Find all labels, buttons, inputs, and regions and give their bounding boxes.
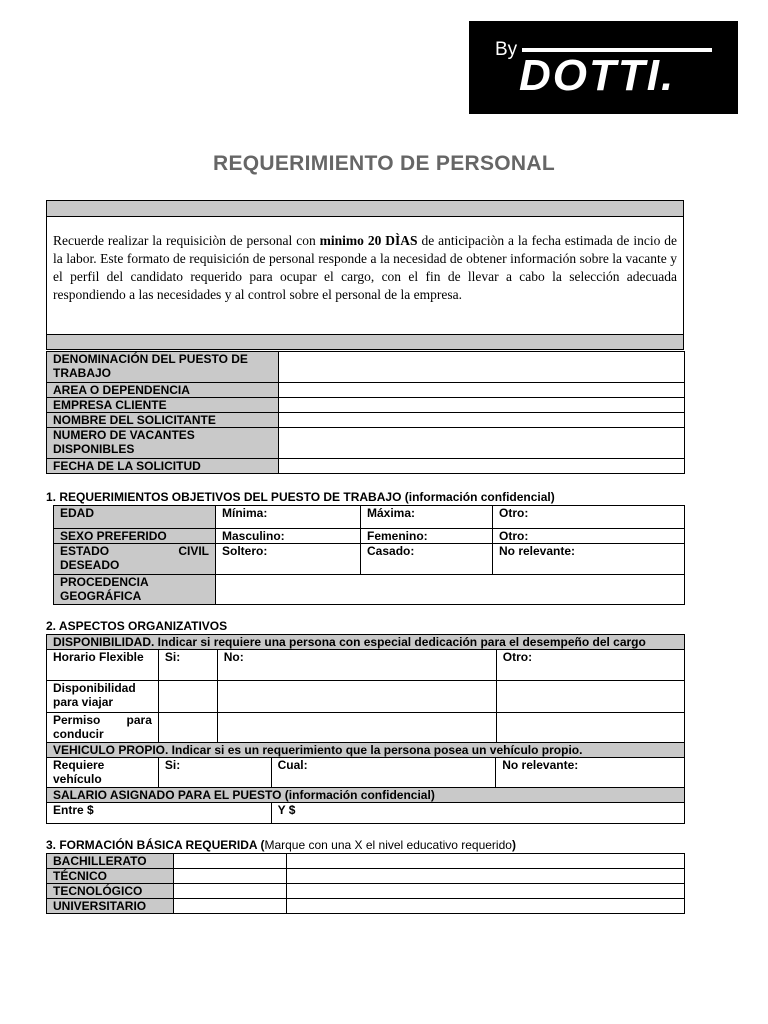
input-vacantes[interactable] bbox=[279, 428, 685, 459]
education-table bbox=[46, 853, 685, 914]
input-solicitante[interactable] bbox=[279, 413, 685, 428]
level-tecnologico: TECNOLÓGICO bbox=[47, 884, 174, 899]
note-bachillerato[interactable] bbox=[287, 854, 685, 869]
mark-tecnologico[interactable] bbox=[174, 884, 287, 899]
level-tecnico: TÉCNICO bbox=[47, 869, 174, 884]
level-bachillerato: BACHILLERATO bbox=[47, 854, 174, 869]
section-2-heading: 2. ASPECTOS ORGANIZATIVOS bbox=[46, 619, 228, 633]
field-viajar-2[interactable] bbox=[218, 681, 497, 712]
logo-brand: DOTTI. bbox=[519, 51, 676, 100]
vehiculo-header: VEHICULO PROPIO. Indicar si es un requerimiento que la persona posea un vehículo propio. bbox=[47, 743, 685, 758]
intro-top-band bbox=[47, 201, 683, 217]
note-tecnologico[interactable] bbox=[287, 884, 685, 899]
label-permiso: Permiso para conducir bbox=[47, 713, 159, 743]
intro-box bbox=[46, 200, 684, 350]
label-procedencia: PROCEDENCIA GEOGRÁFICA bbox=[54, 575, 216, 605]
mark-universitario[interactable] bbox=[174, 899, 287, 914]
field-salario-y[interactable]: Y $ bbox=[271, 803, 684, 824]
intro-bottom-band bbox=[47, 334, 683, 349]
label-area: AREA O DEPENDENCIA bbox=[47, 383, 279, 398]
field-horario-no[interactable]: No: bbox=[218, 650, 497, 680]
label-empresa: EMPRESA CLIENTE bbox=[47, 398, 279, 413]
label-viajar: Disponibilidad para viajar bbox=[47, 681, 159, 713]
field-sexo-otro[interactable]: Otro: bbox=[493, 529, 685, 544]
label-sexo: SEXO PREFERIDO bbox=[54, 529, 216, 544]
field-casado[interactable]: Casado: bbox=[361, 544, 493, 575]
mark-bachillerato[interactable] bbox=[174, 854, 287, 869]
field-vehiculo-cual[interactable]: Cual: bbox=[271, 758, 496, 788]
mark-tecnico[interactable] bbox=[174, 869, 287, 884]
field-soltero[interactable]: Soltero: bbox=[216, 544, 361, 575]
field-femenino[interactable]: Femenino: bbox=[361, 529, 493, 544]
section-3-heading: 3. FORMACIÓN BÁSICA REQUERIDA (Marque con una X el nivel educativo requerido) bbox=[46, 838, 516, 852]
field-permiso-1[interactable] bbox=[158, 713, 217, 743]
label-vacantes: NUMERO DE VACANTES DISPONIBLES bbox=[47, 428, 279, 459]
field-horario-otro[interactable]: Otro: bbox=[502, 650, 533, 664]
field-salario-entre[interactable]: Entre $ bbox=[47, 803, 272, 824]
label-fecha: FECHA DE LA SOLICITUD bbox=[47, 459, 279, 474]
label-denominacion: DENOMINACIÓN DEL PUESTO DE TRABAJO bbox=[47, 352, 279, 383]
input-empresa[interactable] bbox=[279, 398, 685, 413]
field-viajar-3[interactable] bbox=[497, 681, 684, 712]
label-solicitante: NOMBRE DEL SOLICITANTE bbox=[47, 413, 279, 428]
general-info-table bbox=[46, 351, 685, 474]
note-tecnico[interactable] bbox=[287, 869, 685, 884]
input-fecha[interactable] bbox=[279, 459, 685, 474]
dotti-logo bbox=[469, 21, 738, 114]
label-horario: Horario Flexible bbox=[47, 650, 159, 681]
field-vehiculo-si[interactable]: Si: bbox=[158, 758, 271, 788]
field-edad-minima[interactable]: Mínima: bbox=[216, 506, 361, 529]
label-requiere-vehiculo: Requiere vehículo bbox=[47, 758, 159, 788]
organizational-table bbox=[46, 634, 685, 824]
section-1-heading: 1. REQUERIMIENTOS OBJETIVOS DEL PUESTO DE TRABAJO (información confidencial) bbox=[46, 490, 555, 504]
level-universitario: UNIVERSITARIO bbox=[47, 899, 174, 914]
input-denominacion[interactable] bbox=[279, 352, 685, 383]
requirements-table bbox=[53, 505, 685, 605]
field-horario-si[interactable]: Si: bbox=[158, 650, 217, 681]
field-edad-otro[interactable]: Otro: bbox=[493, 506, 685, 529]
field-permiso-2[interactable] bbox=[218, 713, 497, 742]
disponibilidad-header: DISPONIBILIDAD. Indicar si requiere una persona con especial dedicación para el desempeño del cargo bbox=[47, 635, 685, 650]
note-universitario[interactable] bbox=[287, 899, 685, 914]
field-estado-no-relevante[interactable]: No relevante: bbox=[493, 544, 685, 575]
logo-by: By bbox=[495, 39, 518, 60]
page-title: REQUERIMIENTO DE PERSONAL bbox=[213, 152, 555, 175]
input-area[interactable] bbox=[279, 383, 685, 398]
salario-header: SALARIO ASIGNADO PARA EL PUESTO (información confidencial) bbox=[47, 788, 685, 803]
label-estado-civil: ESTADO CIVIL DESEADO bbox=[54, 544, 216, 575]
field-masculino[interactable]: Masculino: bbox=[216, 529, 361, 544]
field-permiso-3[interactable] bbox=[497, 713, 684, 742]
input-procedencia[interactable] bbox=[216, 575, 685, 605]
field-vehiculo-no-relevante[interactable]: No relevante: bbox=[496, 758, 685, 788]
intro-text: Recuerde realizar la requisiciòn de personal con minimo 20 DÌAS de anticipaciòn a la fecha estimada de incio de la labor. Este formato de requisición de personal responde a la necesidad de obtener información sobre la vacante y el perfil del candidato requerido para ocupar el cargo, con el fin de llevar a cabo la selección adecuada respondiendo a las necesidades y al control sobre el personal de la empresa. bbox=[53, 233, 678, 302]
label-edad: EDAD bbox=[54, 506, 216, 529]
field-edad-maxima[interactable]: Máxima: bbox=[361, 506, 493, 529]
field-viajar-1[interactable] bbox=[158, 681, 217, 713]
